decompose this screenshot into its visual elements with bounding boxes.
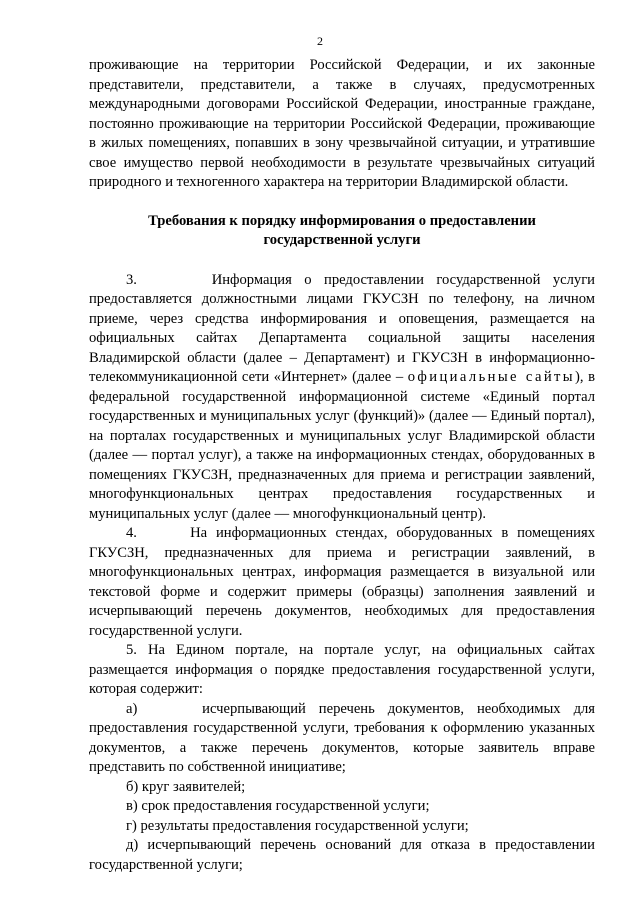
paragraph-5: 5. На Едином портале, на портале услуг, на официальных сайтах размещается информация о порядке предоставления государственной услуги, которая содержит: xyxy=(89,642,595,697)
section-heading-line-1: Требования к порядку информирования о предоставлении xyxy=(148,212,536,229)
paragraph-3-part-2: ), в федеральной государственной информационной системе «Единый портал государственных и муниципальных услуг (функций)» (далее — Единый портал), на порталах государственных и муниципальных услуг Владимирской области (далее — портал услуг), а также на информационных стендах, оборудованных в помещениях ГКУСЗН, предназначенных для приема и регистрации заявлений, многофункциональных центрах предоставления государственных и муниципальных услуг (далее — многофункциональный центр). xyxy=(89,369,595,522)
paragraph-3 xyxy=(89,271,595,525)
list-item-v: в) срок предоставления государственной услуги; xyxy=(126,798,430,814)
paragraph-4: 4. На информационных стендах, оборудованных в помещениях ГКУСЗН, предназначенных для приема и регистрации заявлений, в многофункциональных центрах, информация размещается в визуальной или текстовой форме и содержит примеры (образцы) заполнения заявлений и исчерпывающий перечень документов, необходимых для предоставления государственной услуги. xyxy=(89,525,595,639)
page-number: 2 xyxy=(317,34,323,48)
document-body xyxy=(89,56,595,875)
list-item-a: а) исчерпывающий перечень документов, необходимых для предоставления государственной услуги, требования к оформлению указанных документов, а также перечень документов, которые заявитель вправе представить по собственной инициативе; xyxy=(89,700,595,775)
paragraph-intro: проживающие на территории Российской Федерации, и их законные представители, представители, а также в случаях, предусмотренных международными договорами Российской Федерации, иностранные граждане, постоянно проживающие на территории Российской Федерации, проживающие в жилых помещениях, попавших в зону чрезвычайной ситуации, и утратившие свое имущество первой необходимости в результате чрезвычайных ситуаций природного и техногенного характера на территории Владимирской области. xyxy=(89,57,595,190)
paragraph-3-spaced-term: официальные сайты xyxy=(407,369,576,385)
section-heading-line-2: государственной услуги xyxy=(263,232,421,248)
section-heading xyxy=(89,212,595,251)
paragraph-3-part-1: 3. Информация о предоставлении государственной услуги предоставляется должностными лицами ГКУСЗН по телефону, на личном приеме, через средства информирования и оповещения, размещается на официальных сайтах Департамента социальной защиты населения Владимирской области (далее – Департамент) и ГКУСЗН в информационно-телекоммуникационной сети «Интернет» (далее – xyxy=(89,271,595,385)
list-item-b: б) круг заявителей; xyxy=(126,778,246,795)
list-item-g: г) результаты предоставления государственной услуги; xyxy=(126,817,469,834)
list-item-d: д) исчерпывающий перечень оснований для отказа в предоставлении государственной услуги; xyxy=(89,837,595,873)
